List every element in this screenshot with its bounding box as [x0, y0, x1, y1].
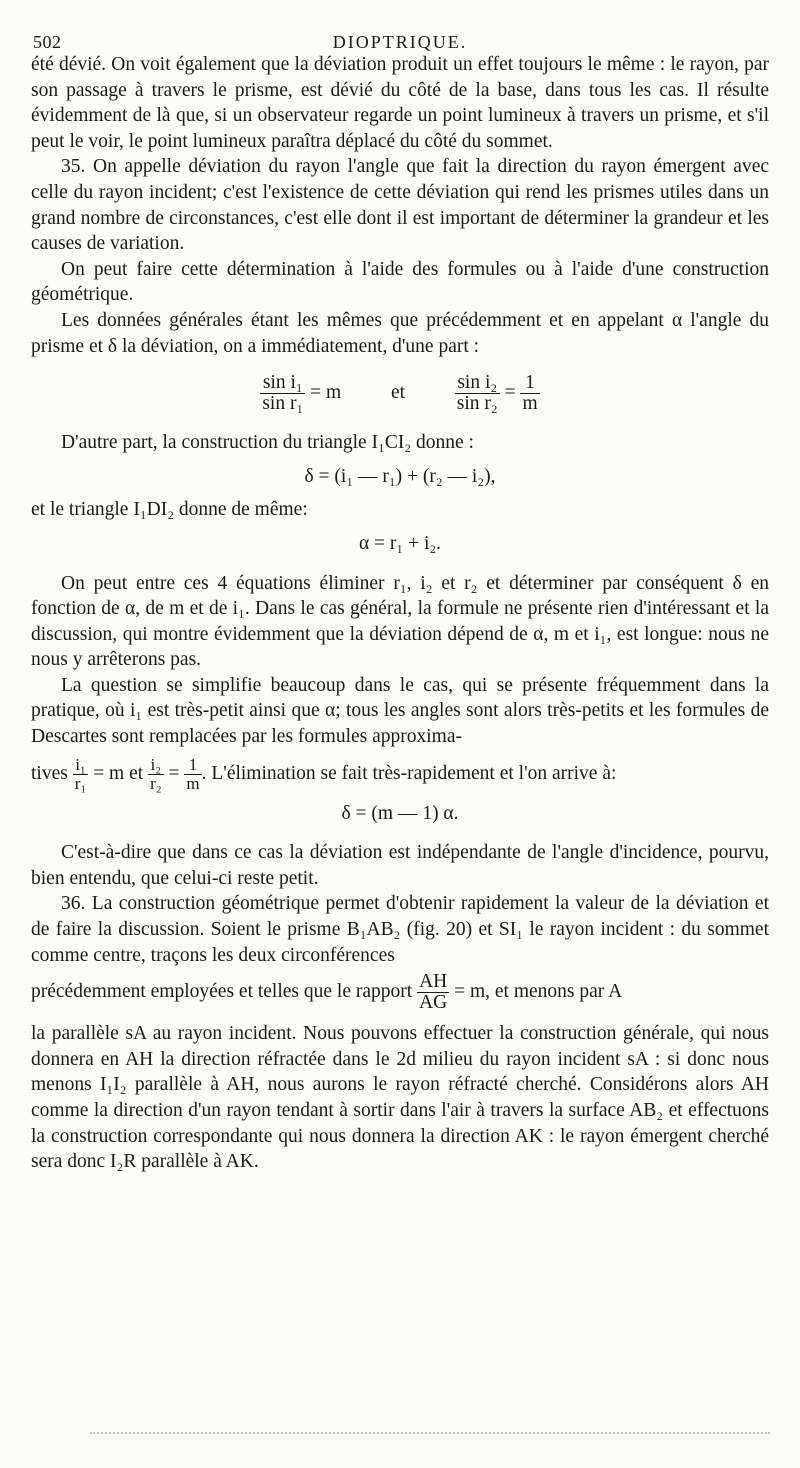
equation-alpha: α = r₁ + i₂. [358, 532, 442, 554]
paragraph-triangle-2: et le triangle I₁DI₂ donne de même: [31, 499, 308, 521]
equation-snell: $\frac{\text{sin i₁}}{\text{sin r₁}}$ = m et $\frac{\text{sin i₂}}{\text{sin r₂}}$ = $\frac{1}{m}$ [262, 372, 538, 415]
page [31, 0, 769, 1175]
equation-deviation: δ = (i₁ — r₁) + (r₂ — i₂), [304, 465, 496, 487]
paragraph-approximatives: tives $\frac{\text{i₁}}{\text{r₁}}$ = m et $\frac{\text{i₂}}{\text{r₂}}$ = $\frac{1}{m}$ . L'élimination se fait très-rapidement et l'on arrive à: [31, 754, 617, 793]
paragraph-triangle: D'autre part, la construction du triangle I₁CI₂ donne : [61, 432, 474, 454]
paragraph-36: 36. La construction géométrique permet d'obtenir rapidement la valeur de la déviation et de faire la discussion. Soient le prisme B₁AB₂ (fig. 20) et SI₁ le rayon incident : du sommet comme centre, traçons les deux circonférences [31, 893, 769, 966]
paragraph-rapport: précédemment employées et telles que le rapport $\frac{AH}{AG}$ = m, et menons par A [31, 971, 623, 1014]
fraction-sin-i2: $\frac{\text{sin i₂}}{\text{sin r₂}}$ [456, 372, 498, 415]
paragraph-simplifie: La question se simplifie beaucoup dans le cas, qui se présente fréquemment dans la pratique, où i₁ est très-petit ainsi que α; tous les angles sont alors très-petits et les formules de Descartes sont remplacées par les formules approxima- [31, 674, 769, 748]
equation-deviation-approx: δ = (m — 1) α. [341, 802, 459, 824]
paragraph-eliminer: On peut entre ces 4 équations éliminer r₁, i₂ et r₂ et déterminer par conséquent δ en fonction de α, de m et de i₁. Dans le cas général, la formule ne présente rien d'intéressant et la discussion, qui montre évidemment que la déviation dépend de α, m et i₁, est longue: nous ne nous y arrêterons pas. [31, 572, 769, 671]
paragraph-independante: C'est-à-dire que dans ce cas la déviation est indépendante de l'angle d'incidence, pourvu, bien entendu, que celui-ci reste petit. [31, 842, 769, 889]
paragraph-determination: On peut faire cette détermination à l'aide des formules ou à l'aide d'une construction géométrique. [31, 258, 769, 306]
paragraph-donnees: Les données générales étant les mêmes que précédemment et en appelant α l'angle du prisme et δ la déviation, on a immédiatement, d'une part : [31, 309, 769, 357]
fraction-sin-i1: $\frac{\text{sin i₁}}{\text{sin r₁}}$ [262, 372, 304, 415]
fraction-i1-r1: $\frac{\text{i₁}}{\text{r₁}}$ [74, 754, 87, 793]
page-header [31, 0, 769, 52]
fraction-1-m: $\frac{1}{m}$ [186, 754, 200, 793]
paragraph-parallele: la parallèle sA au rayon incident. Nous pouvons effectuer la construction générale, qui nous donnera en AH la direction réfractée dans le 2d milieu du rayon incident sA : si donc nous menons I₁I₂ parallèle à AH, nous aurons le rayon réfracté cherché. Considérons alors AH comme la direction d'un rayon tendant à sortir dans l'air à travers la surface AB₂ et effectuons la construction correspondante qui nous donnera la direction AK : le rayon émergent cherché sera donc I₂R parallèle à AK. [31, 1023, 769, 1173]
running-title: DIOPTRIQUE. [332, 32, 468, 52]
footer-dotted-rule [90, 1432, 770, 1436]
fraction-one-over-m: $\frac{1}{m}$ [522, 372, 538, 415]
page-number: 502 [33, 32, 62, 52]
fraction-i2-r2: $\frac{\text{i₂}}{\text{r₂}}$ [150, 754, 162, 793]
paragraph-1: été dévié. On voit également que la déviation produit un effet toujours le même : le rayon, par son passage à travers le prisme, est dévié du côté de la base, dans tous les cas. Il résulte évidemment de là que, si un observateur regarde un point lumineux à travers un prisme, et s'il peut le voir, le point lumineux paraîtra déplacé du côté du sommet. [31, 54, 769, 152]
fraction-ah-ag: $\frac{AH}{AG}$ [419, 971, 448, 1014]
paragraph-35: 35. On appelle déviation du rayon l'angle que fait la direction du rayon émergent avec celle du rayon incident; c'est l'existence de cette déviation qui rend les prismes utiles dans un grand nombre de circonstances, c'est elle dont il est important de déterminer la grandeur et les causes de variation. [31, 156, 769, 255]
